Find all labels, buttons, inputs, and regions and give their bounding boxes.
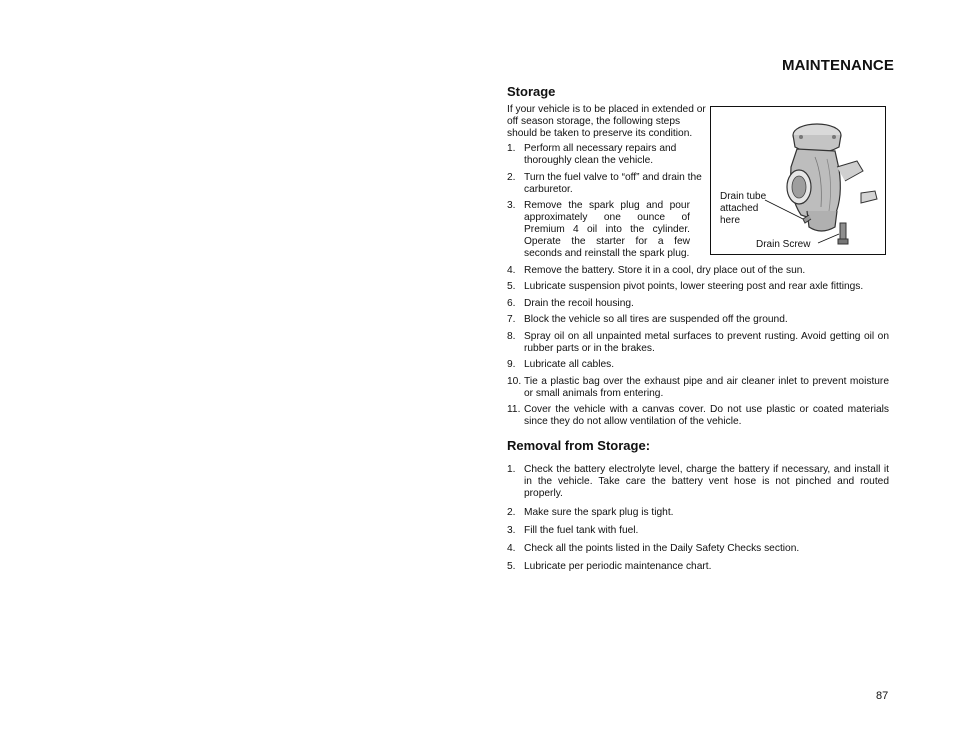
step-number: 7. (507, 314, 516, 325)
throttle-linkage (837, 161, 863, 181)
step-text: Check the battery electrolyte level, charge the battery if necessary, and install it in the vehicle. Take care the battery vent hose is not pinched and routed properly. (524, 464, 889, 499)
page-header: MAINTENANCE (782, 57, 894, 74)
carburetor-cap-screw (799, 135, 803, 139)
drain-screw (840, 223, 846, 241)
step-number: 1. (507, 464, 516, 475)
step-number: 5. (507, 561, 516, 572)
step-text: Drain the recoil housing. (524, 298, 634, 309)
step-text: Lubricate all cables. (524, 359, 615, 370)
step-number: 10. (507, 376, 522, 387)
step-number: 8. (507, 331, 516, 342)
drain-screw-head (838, 239, 848, 244)
step-number: 6. (507, 298, 516, 309)
step-text: Remove the battery. Store it in a cool, dry place out of the sun. (524, 265, 806, 276)
fuel-fitting (861, 191, 877, 203)
step-text: Remove the spark plug and pour approximately one ounce of Premium 4 oil into the cylinder. Operate the starter for a few seconds and reinstall the spark plug. (524, 200, 690, 259)
carburetor-figure (710, 106, 886, 255)
drain-tube-callout: Drain tube attached here (720, 191, 767, 226)
step-number: 2. (507, 172, 516, 183)
storage-section-title: Storage (507, 84, 556, 99)
step-text: Turn the fuel valve to “off” and drain the carburetor. (524, 172, 702, 195)
step-text: Tie a plastic bag over the exhaust pipe and air cleaner inlet to prevent moisture or small animals from entering. (524, 376, 889, 399)
removal-section-title: Removal from Storage: (507, 438, 651, 453)
carburetor-illustration (711, 107, 887, 256)
step-number: 1. (507, 143, 516, 154)
storage-intro: If your vehicle is to be placed in extended or off season storage, the following steps should be taken to preserve its condition. (507, 104, 706, 139)
step-number: 9. (507, 359, 516, 370)
step-number: 3. (507, 200, 516, 211)
step-text: Fill the fuel tank with fuel. (524, 525, 639, 536)
step-text: Perform all necessary repairs and thoroughly clean the vehicle. (524, 143, 677, 166)
float-bowl (807, 211, 837, 231)
step-number: 11. (507, 404, 521, 415)
step-number: 4. (507, 543, 516, 554)
step-text: Block the vehicle so all tires are suspended off the ground. (524, 314, 788, 325)
drain-screw-callout: Drain Screw (756, 239, 811, 250)
carburetor-cap-screw (832, 135, 836, 139)
step-number: 5. (507, 281, 516, 292)
drain-screw-leader (818, 234, 839, 243)
step-number: 3. (507, 525, 516, 536)
step-text: Lubricate suspension pivot points, lower steering post and rear axle fittings. (524, 281, 864, 292)
page-number: 87 (876, 690, 889, 702)
carburetor-inner-bore (792, 176, 806, 198)
step-text: Spray oil on all unpainted metal surfaces to prevent rusting. Avoid getting oil on rubber parts or in the brakes. (524, 331, 889, 354)
step-text: Make sure the spark plug is tight. (524, 507, 674, 518)
step-text: Cover the vehicle with a canvas cover. Do not use plastic or coated materials since they do not allow ventilation of the vehicle. (524, 404, 889, 427)
step-number: 2. (507, 507, 516, 518)
step-text: Check all the points listed in the Daily Safety Checks section. (524, 543, 800, 554)
step-text: Lubricate per periodic maintenance chart. (524, 561, 712, 572)
step-number: 4. (507, 265, 516, 276)
